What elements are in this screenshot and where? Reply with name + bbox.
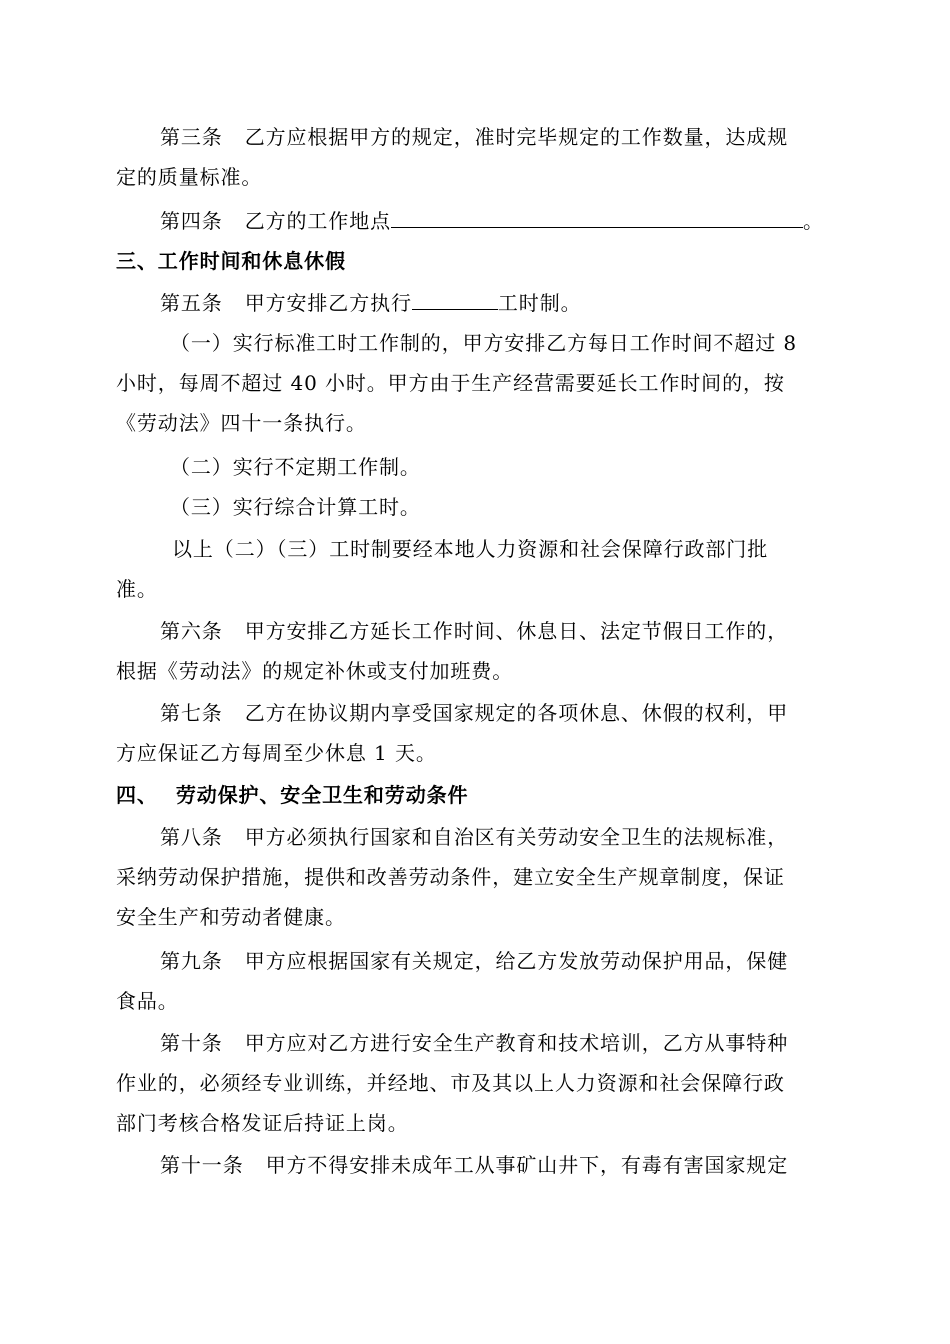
clause-text: （一）实行标准工时工作制的，甲方安排乙方每日工作时间不超过 8: [170, 331, 797, 355]
clause-text: 准。: [116, 577, 158, 601]
clause-1: [116, 323, 836, 443]
article-5: [116, 283, 836, 323]
article-7: [116, 693, 836, 773]
article-text: 甲方安排乙方执行: [244, 291, 412, 315]
article-number: 第十条: [160, 1031, 223, 1055]
article-text: 定的质量标准。: [116, 165, 263, 189]
section-title: 劳动保护、安全卫生和劳动条件: [175, 783, 469, 807]
article-text: 工时制。: [497, 291, 582, 315]
article-number: 第五条: [160, 291, 223, 315]
article-text: 采纳劳动保护措施，提供和改善劳动条件，建立安全生产规章制度，保证: [116, 865, 785, 889]
section-number: 四、: [116, 783, 158, 807]
article-text: 甲方应根据国家有关规定，给乙方发放劳动保护用品，保健: [244, 949, 789, 973]
article-3: [116, 117, 836, 197]
article-text: 乙方应根据甲方的规定，准时完毕规定的工作数量，达成规: [244, 125, 789, 149]
article-number: 第六条: [160, 619, 223, 643]
article-text: 根据《劳动法》的规定补休或支付加班费。: [116, 659, 514, 683]
section-heading-3: [116, 241, 836, 281]
clause-note: [116, 529, 836, 609]
article-4: [116, 201, 836, 241]
article-text: 乙方在协议期内享受国家规定的各项休息、休假的权利，甲: [244, 701, 789, 725]
article-6: [116, 611, 836, 691]
article-number: 第十一条: [160, 1153, 244, 1177]
article-text: 方应保证乙方每周至少休息 1 天。: [116, 741, 437, 765]
section-title: 三、工作时间和休息休假: [116, 249, 346, 273]
article-number: 第九条: [160, 949, 223, 973]
clause-3: [116, 487, 836, 527]
article-text: 乙方的工作地点: [244, 209, 392, 233]
clause-text: 《劳动法》四十一条执行。: [116, 411, 367, 435]
clause-text: 以上（二）（三）工时制要经本地人力资源和社会保障行政部门批: [172, 537, 769, 561]
section-heading-4: [116, 775, 836, 815]
article-number: 第七条: [160, 701, 223, 725]
article-number: 第三条: [160, 125, 223, 149]
article-11: [116, 1145, 836, 1185]
clause-text: （二）实行不定期工作制。: [170, 455, 421, 479]
article-text: 作业的，必须经专业训练，并经地、市及其以上人力资源和社会保障行政: [116, 1071, 785, 1095]
article-text: 部门考核合格发证后持证上岗。: [116, 1111, 409, 1135]
article-9: [116, 941, 836, 1021]
article-8: [116, 817, 836, 937]
article-10: [116, 1023, 836, 1143]
fill-in-blank-work-hours[interactable]: [412, 283, 498, 310]
clause-text: 小时，每周不超过 40 小时。甲方由于生产经营需要延长工作时间的，按: [116, 371, 785, 395]
article-number: 第四条: [160, 209, 223, 233]
article-end: 。: [803, 209, 824, 233]
fill-in-blank-workplace[interactable]: [391, 201, 803, 228]
article-text: 甲方不得安排未成年工从事矿山井下，有毒有害国家规定: [265, 1153, 789, 1177]
article-text: 甲方必须执行国家和自治区有关劳动安全卫生的法规标准，: [244, 825, 789, 849]
clause-text: （三）实行综合计算工时。: [170, 495, 421, 519]
article-text: 甲方应对乙方进行安全生产教育和技术培训，乙方从事特种: [244, 1031, 789, 1055]
article-text: 食品。: [116, 989, 179, 1013]
article-text: 安全生产和劳动者健康。: [116, 905, 346, 929]
article-text: 甲方安排乙方延长工作时间、休息日、法定节假日工作的，: [244, 619, 789, 643]
clause-2: [116, 447, 836, 487]
article-number: 第八条: [160, 825, 223, 849]
